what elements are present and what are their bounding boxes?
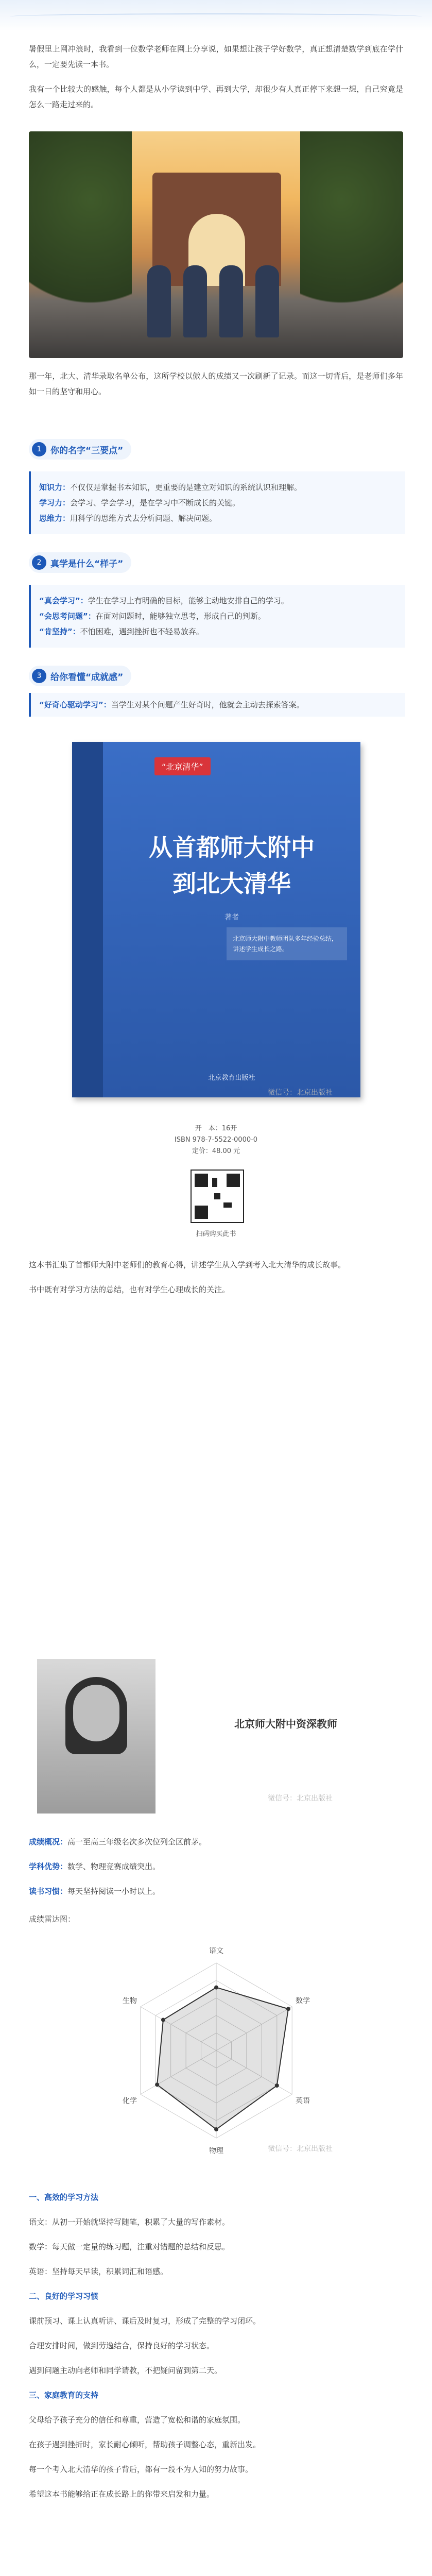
list-item: “肯坚持”：不怕困难，遇到挫折也不轻易放弃。 (39, 627, 204, 636)
tree-left (29, 131, 132, 358)
list-item: 知识力：不仅仅是掌握书本知识，更重要的是建立对知识的系统认识和理解。 (39, 483, 302, 492)
radar-point (214, 2127, 218, 2131)
radar-point (275, 2083, 279, 2088)
top-banner (0, 0, 432, 31)
section-number-icon: 2 (32, 555, 46, 570)
watermark: 微信号：北京出版社 (268, 1794, 333, 1803)
radar-axis-label: 物理 (209, 2147, 223, 2155)
section-header-2 (29, 551, 131, 574)
closing-paragraph: 每一个考入北大清华的孩子背后，都有一段不为人知的努力故事。 (29, 2465, 253, 2474)
section-badge (29, 552, 131, 573)
book-tagline: “北京清华” (154, 757, 211, 775)
section-header-1 (29, 438, 131, 461)
book-qr-code[interactable] (191, 1170, 244, 1223)
intro-paragraph-1: 暑假里上网冲浪时，我看到一位数学老师在网上分享说，如果想让孩子学好数学，真正想清楚数学到底在学什么，一定要先读一本书。 (29, 44, 403, 69)
section-title: 给你看懂“成就感” (50, 672, 124, 683)
radar-point (161, 2018, 165, 2022)
book-spine (72, 742, 103, 1097)
section-badge (29, 666, 131, 686)
tree-right (300, 131, 403, 358)
intro-paragraph-2: 我有一个比较大的感触，每个人都是从小学读到中学、再到大学，却很少有人真正停下来想一想，自己究竟是怎么一路走过来的。 (29, 84, 403, 109)
student-figure (219, 265, 243, 337)
book-publisher: 北京教育出版社 (208, 1074, 255, 1082)
banner-wave-decoration (10, 13, 422, 20)
book-intro-paragraph: 书中既有对学习方法的总结，也有对学生心理成长的关注。 (29, 1285, 230, 1294)
body-paragraph: 父母给予孩子充分的信任和尊重，营造了宽松和谐的家庭氛围。 (29, 2415, 246, 2425)
author-photo (37, 1659, 155, 1814)
radar-axis-label: 数学 (296, 1997, 310, 2005)
watermark: 微信号：北京出版社 (268, 2145, 333, 2153)
author-stats (29, 1834, 403, 1908)
radar-data (155, 1986, 290, 2131)
radar-axis-label: 生物 (122, 1997, 137, 2005)
list-item: “会思考问题”：在面对问题时，能够独立思考，形成自己的判断。 (39, 612, 266, 621)
section-1-box (29, 471, 405, 534)
book-title: 从首都师大附中 到北大清华 (149, 834, 315, 897)
body-paragraph: 课前预习、课上认真听讲、课后及时复习，形成了完整的学习闭环。 (29, 2316, 261, 2326)
book-info: 开 本：16开 ISBN 978-7-5522-0000-0 定价：48.00 元 (174, 1125, 258, 1155)
closing-paragraph: 希望这本书能够给正在成长路上的你带来启发和力量。 (29, 2489, 215, 2499)
section-number-icon: 3 (32, 669, 46, 683)
section-number-icon: 1 (32, 442, 46, 456)
radar-point (286, 2007, 290, 2011)
section-title: 你的名字“三要点” (50, 445, 124, 456)
list-item: “真会学习”：学生在学习上有明确的目标，能够主动地安排自己的学习。 (39, 596, 289, 605)
book-author: 著者 (224, 913, 239, 922)
body-paragraph: 数学：每天做一定量的练习题，注重对错题的总结和反思。 (29, 2242, 230, 2251)
radar-chart (62, 1937, 371, 2164)
stat-item: 读书习惯：每天坚持阅读一小时以上。 (29, 1887, 161, 1896)
section-header-3 (29, 665, 131, 687)
radar-axis-label: 语文 (209, 1947, 223, 1955)
body-paragraph: 遇到问题主动向老师和同学请教，不把疑问留到第二天。 (29, 2366, 222, 2375)
section-title: 真学是什么“样子” (50, 558, 124, 569)
stat-item: 学科优势：数学、物理竞赛成绩突出。 (29, 1862, 161, 1871)
body-heading-1: 一、高效的学习方法 (29, 2193, 99, 2202)
qr-caption: 扫码购买此书 (196, 1230, 236, 1238)
list-item: 思维力：用科学的思维方式去分析问题、解决问题。 (39, 514, 217, 523)
book-intro-text (29, 1257, 403, 1307)
student-figure (183, 265, 207, 337)
student-figure (147, 265, 171, 337)
section-3-box (29, 693, 405, 717)
book-cover-image (72, 742, 360, 1097)
book-intro-paragraph: 这本书汇集了首都师大附中老师们的教育心得，讲述学生从入学到考入北大清华的成长故事。 (29, 1260, 346, 1269)
section-2-box (29, 585, 405, 648)
stat-item: 成绩概况：高一至高三年级名次多次位列全区前茅。 (29, 1837, 207, 1846)
author-name: 北京师大附中资深教师 (234, 1718, 337, 1730)
student-figure (255, 265, 279, 337)
hero-photo (29, 131, 403, 358)
body-paragraph: 在孩子遇到挫折时，家长耐心倾听，帮助孩子调整心态，重新出发。 (29, 2440, 261, 2449)
body-paragraph: 合理安排时间，做到劳逸结合，保持良好的学习状态。 (29, 2341, 215, 2350)
list-item: 学习力：会学习、学会学习，是在学习中不断成长的关键。 (39, 498, 240, 507)
body-heading-2: 二、良好的学习习惯 (29, 2292, 99, 2301)
book-blurb: 北京师大附中教师团队多年经验总结，讲述学生成长之路。 (227, 927, 347, 960)
after-photo-paragraph: 那一年，北大、清华录取名单公布，这所学校以傲人的成绩又一次刷新了记录。而这一切背后，是老师们多年如一日的坚守和用心。 (29, 371, 403, 396)
radar-point (155, 2082, 159, 2087)
radar-axis-label: 化学 (122, 2097, 137, 2105)
body-text (29, 2190, 403, 2511)
body-heading-3: 三、家庭教育的支持 (29, 2391, 99, 2400)
watermark: 微信号：北京出版社 (268, 1089, 333, 1097)
radar-caption: 成绩雷达图： (29, 1914, 76, 1924)
section-badge (29, 439, 131, 460)
after-photo-text (29, 368, 403, 409)
body-paragraph: 英语：坚持每天早读，积累词汇和语感。 (29, 2267, 168, 2276)
radar-point (214, 1986, 218, 1990)
list-item: “好奇心驱动学习”：当学生对某个问题产生好奇时，他就会主动去探索答案。 (39, 700, 304, 709)
body-paragraph: 语文：从初一开始就坚持写随笔，积累了大量的写作素材。 (29, 2217, 230, 2227)
intro-text (29, 41, 403, 122)
radar-axis-label: 英语 (296, 2097, 310, 2105)
